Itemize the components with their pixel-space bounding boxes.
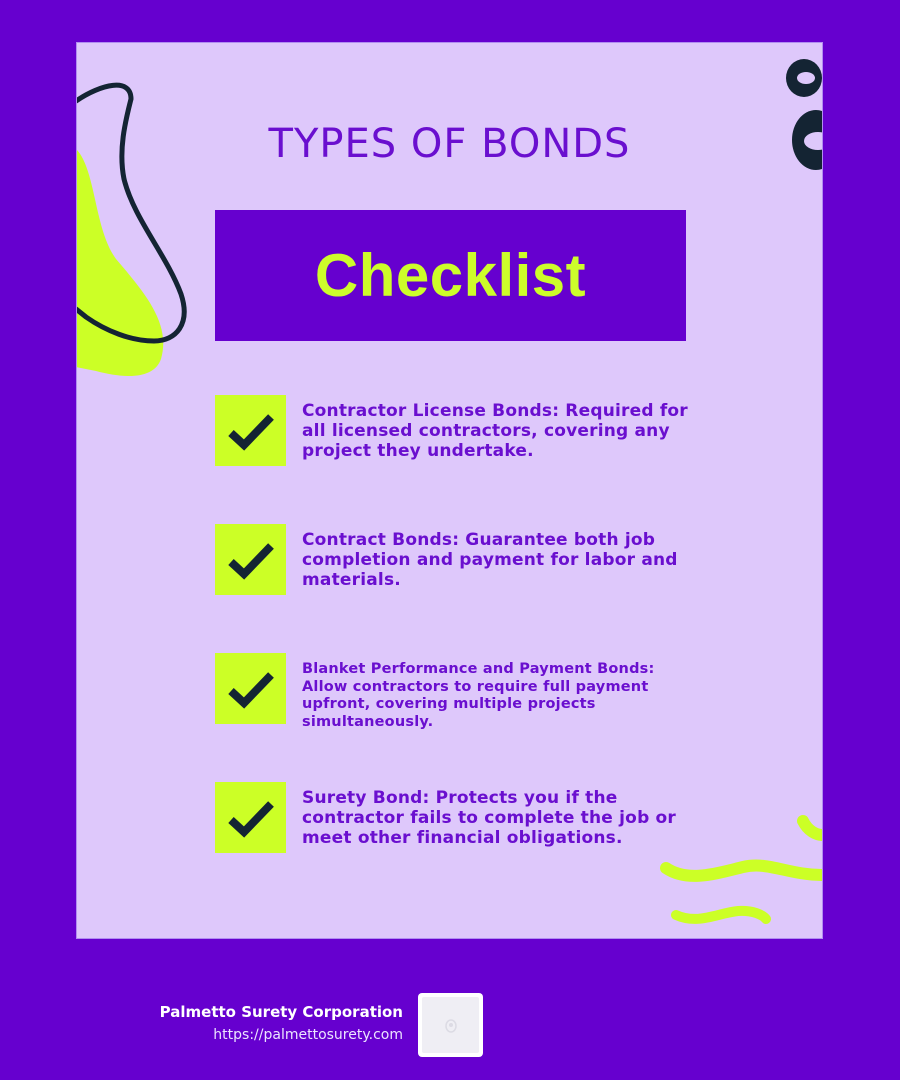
checklist-item [215,395,715,466]
company-url-link[interactable]: https://palmettosurety.com [213,1027,403,1043]
item-text: Contractor License Bonds: Required for all licensed contractors, covering any project they undertake. [302,401,688,461]
item-text: Blanket Performance and Payment Bonds: Allow contractors to require full payment upfront, covering multiple projects simultaneously. [302,661,655,730]
company-logo[interactable] [418,993,483,1057]
banner-label: Checklist [314,242,587,309]
company-name: Palmetto Surety Corporation [159,1003,403,1021]
checkbox [215,653,286,724]
checkbox [215,782,286,853]
page-title: TYPES OF BONDS [268,121,631,167]
item-text: Surety Bond: Protects you if the contractor fails to complete the job or meet other financial obligations. [302,788,677,848]
checkbox [215,395,286,466]
checklist-item [215,653,715,731]
checklist-card [76,42,823,939]
checklist-item [215,782,715,853]
company-logo-icon [444,1017,458,1033]
checkmark-icon [227,798,275,838]
checkmark-icon [227,411,275,451]
item-text: Contract Bonds: Guarantee both job completion and payment for labor and materials. [302,530,678,590]
checkbox [215,524,286,595]
checkmark-icon [227,540,275,580]
checklist-item [215,524,715,595]
checkmark-icon [227,669,275,709]
checklist-banner [215,210,686,341]
